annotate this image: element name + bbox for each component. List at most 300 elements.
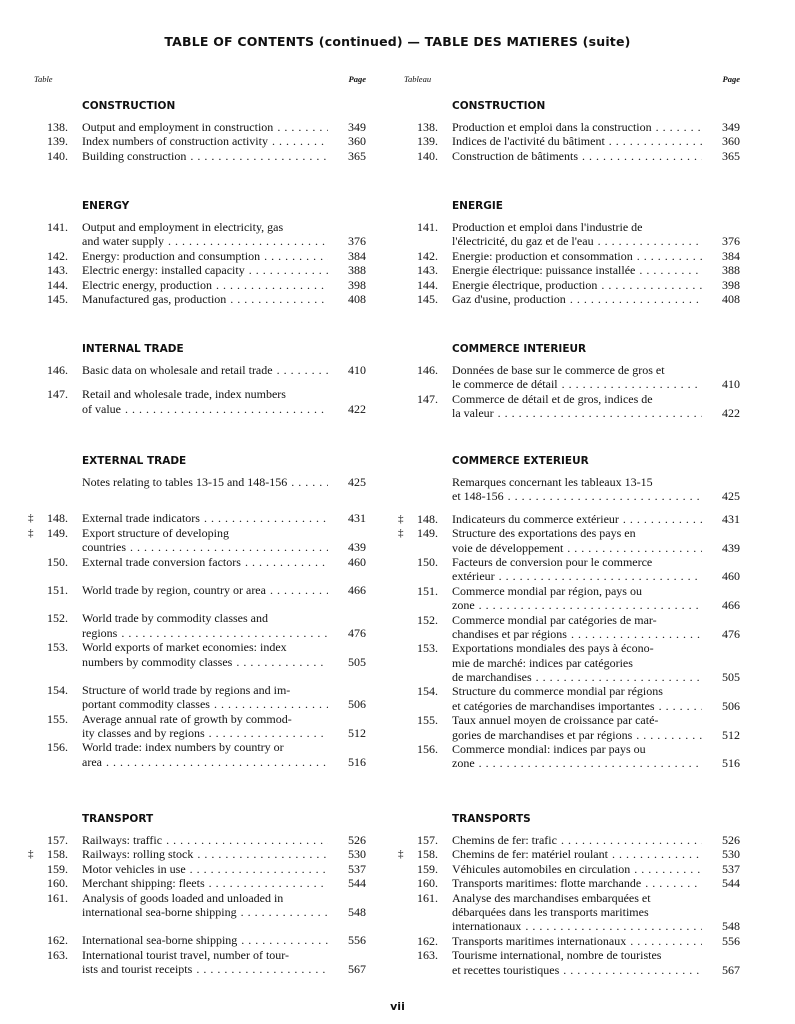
entry-title — [452, 149, 706, 163]
entry-title-line: World trade: index numbers by country or — [82, 740, 284, 755]
page-reference: 360 — [722, 134, 740, 149]
toc-entry — [34, 948, 366, 977]
entry-title-line: Production et emploi dans la construction — [452, 120, 652, 134]
entry-title-line: et recettes touristiques — [452, 962, 560, 977]
dot-leader — [216, 278, 328, 292]
toc-section — [404, 100, 740, 163]
toc-entry — [34, 263, 366, 277]
entry-title-line: Commerce mondial par région, pays ou — [452, 583, 642, 598]
entry-title — [452, 263, 706, 277]
table-number: 158. — [417, 847, 438, 862]
entry-title — [82, 712, 332, 741]
table-number: 153. — [47, 640, 68, 655]
toc-entry — [34, 475, 366, 489]
entry-title-line: chandises et par régions — [452, 626, 567, 641]
dot-leader — [236, 655, 328, 669]
column-header — [404, 74, 740, 84]
page-reference: 544 — [348, 876, 366, 891]
table-number: 154. — [417, 684, 438, 699]
entry-title-line: voie de développement — [452, 540, 564, 555]
entry-title-line: Index numbers of construction activity — [82, 134, 268, 149]
toc-section — [34, 100, 366, 163]
table-number: 146. — [417, 363, 438, 377]
entry-title-line: Energie électrique, production — [452, 277, 598, 292]
toc-entry — [404, 584, 740, 613]
entry-title — [452, 641, 706, 684]
entry-title-line: Commerce de détail et de gros, indices de — [452, 391, 653, 406]
dot-leader — [637, 249, 702, 263]
dot-leader — [479, 598, 702, 612]
entry-title-line: External trade conversion factors — [82, 554, 241, 569]
page-reference: 384 — [348, 248, 366, 263]
page-reference: 422 — [722, 406, 740, 421]
entry-title — [82, 149, 332, 163]
dot-leader — [525, 919, 702, 933]
entry-title-line: Manufactured gas, production — [82, 291, 227, 306]
dot-leader — [645, 876, 702, 890]
entry-title-line: Railways: traffic — [82, 833, 163, 847]
toc-entry — [404, 613, 740, 642]
dot-leader — [204, 511, 328, 525]
toc-entry — [404, 475, 740, 504]
entry-title-line: le commerce de détail — [452, 377, 558, 392]
toc-section — [28, 813, 366, 977]
toc-section — [28, 455, 366, 769]
toc-entry — [28, 511, 366, 526]
table-number: 157. — [47, 833, 68, 847]
entry-title — [82, 933, 332, 947]
entry-title — [82, 876, 332, 890]
entry-title — [82, 683, 332, 712]
dot-leader — [106, 755, 328, 769]
section-heading: TRANSPORT — [82, 813, 154, 825]
dot-leader — [639, 263, 702, 277]
entry-title-line: l'électricité, du gaz et de l'eau — [452, 234, 594, 249]
toc-entry — [398, 511, 740, 526]
entry-title — [452, 713, 706, 742]
entry-title — [82, 134, 332, 148]
entry-title — [452, 292, 706, 306]
table-number: 138. — [47, 120, 68, 134]
table-number: 146. — [47, 363, 68, 377]
toc-entry — [404, 713, 740, 742]
table-number: 149. — [47, 525, 68, 540]
entry-title-line: Average annual rate of growth by commod- — [82, 711, 292, 726]
table-column-label: Table — [34, 74, 53, 84]
page-reference: 505 — [348, 654, 366, 669]
entry-title-line: Taux annuel moyen de croissance par caté- — [452, 713, 659, 728]
entry-title — [452, 934, 706, 948]
entry-title — [82, 249, 332, 263]
toc-entry — [34, 134, 366, 148]
page-reference: 376 — [348, 234, 366, 249]
table-number: 139. — [47, 134, 68, 149]
page-reference: 410 — [348, 362, 366, 377]
toc-section — [404, 343, 740, 421]
page-reference: 476 — [348, 625, 366, 640]
entry-title-line: portant commodity classes — [82, 697, 210, 712]
entry-title-line: Indicateurs du commerce extérieur — [452, 511, 619, 526]
toc-entry — [404, 278, 740, 292]
dot-leader — [656, 120, 702, 134]
toc-entry — [404, 862, 740, 876]
table-number: 162. — [417, 933, 438, 948]
toc-entry — [34, 292, 366, 306]
toc-entry — [34, 891, 366, 920]
entry-title-line: and water supply — [82, 234, 164, 249]
entry-title — [82, 833, 332, 847]
page-reference: 360 — [348, 134, 366, 149]
table-number: 160. — [417, 876, 438, 891]
toc-entry — [34, 933, 366, 947]
table-number: 150. — [417, 554, 438, 569]
toc-entry — [404, 555, 740, 584]
table-number: 151. — [47, 582, 68, 597]
table-number: 142. — [47, 248, 68, 263]
page-reference: 398 — [722, 277, 740, 292]
page-reference: 388 — [722, 263, 740, 278]
table-number: 143. — [417, 263, 438, 278]
toc-entry — [34, 249, 366, 263]
entry-title-line: Electric energy: installed capacity — [82, 263, 245, 278]
entry-title — [82, 862, 332, 876]
entry-title-line: Production et emploi dans l'industrie de — [452, 220, 643, 234]
dot-leader — [277, 363, 328, 377]
toc-entry — [404, 134, 740, 148]
entry-title-line: internationaux — [452, 919, 522, 934]
footnote-mark: ‡ — [28, 848, 34, 861]
entry-title — [452, 684, 706, 713]
entry-title-line: Notes relating to tables 13-15 and 148-156 — [82, 475, 288, 489]
table-number: 147. — [417, 391, 438, 406]
entry-title-line: Analyse des marchandises embarquées et — [452, 890, 651, 905]
entry-title — [452, 584, 706, 613]
page-title: TABLE OF CONTENTS (continued) — TABLE DES MATIERES (suite) — [164, 34, 631, 49]
table-number: 158. — [47, 847, 68, 862]
entry-title-line: zone — [452, 598, 475, 613]
table-number: 160. — [47, 876, 68, 891]
entry-title — [452, 891, 706, 934]
dot-leader — [277, 120, 328, 134]
entry-title — [452, 862, 706, 876]
entry-title-line: area — [82, 754, 102, 769]
page-reference: 376 — [722, 234, 740, 249]
dot-leader — [561, 833, 702, 847]
page-reference: 537 — [722, 861, 740, 876]
page-reference: 567 — [348, 962, 366, 977]
entry-title — [82, 555, 332, 569]
table-number: 150. — [47, 554, 68, 569]
dot-leader — [209, 726, 328, 740]
toc-entry — [404, 948, 740, 977]
entry-title-line: Output and employment in electricity, gas — [82, 220, 284, 234]
page-reference: 506 — [722, 698, 740, 713]
footnote-mark: ‡ — [398, 848, 404, 861]
page-reference: 365 — [348, 148, 366, 163]
entry-title — [452, 120, 706, 134]
page-reference: 431 — [722, 511, 740, 526]
entry-title-line: Railways: rolling stock — [82, 847, 194, 862]
entry-title — [452, 876, 706, 890]
entry-title-line: numbers by commodity classes — [82, 654, 233, 669]
page-reference: 466 — [722, 598, 740, 613]
entry-title-line: Structure of world trade by regions and im- — [82, 682, 291, 697]
page-reference: 425 — [348, 474, 366, 489]
table-number: 151. — [417, 583, 438, 598]
page-reference: 460 — [722, 569, 740, 584]
page-reference: 466 — [348, 582, 366, 597]
page-reference: 476 — [722, 626, 740, 641]
toc-entry — [34, 740, 366, 769]
table-number: 159. — [47, 861, 68, 876]
entry-title-line: Motor vehicles in use — [82, 861, 186, 876]
toc-entry — [404, 742, 740, 771]
toc-entry — [404, 149, 740, 163]
entry-title-line: Energie: production et consommation — [452, 248, 633, 263]
table-number: 145. — [47, 291, 68, 306]
footnote-mark: ‡ — [398, 512, 404, 525]
entry-title — [82, 511, 332, 525]
toc-entry — [28, 847, 366, 862]
toc-entry — [404, 833, 740, 847]
toc-entry — [404, 876, 740, 890]
dot-leader — [168, 234, 328, 248]
dot-leader — [612, 847, 702, 861]
column-header — [34, 74, 366, 84]
entry-title-line: World trade by region, country or area — [82, 582, 266, 597]
table-number: 156. — [47, 740, 68, 755]
toc-entry — [28, 525, 366, 555]
dot-leader — [536, 670, 702, 684]
page-reference: 410 — [722, 377, 740, 392]
entry-title — [452, 134, 706, 148]
entry-title-line: Basic data on wholesale and retail trade — [82, 363, 273, 377]
toc-entry — [34, 611, 366, 640]
entry-title — [82, 583, 332, 597]
toc-entry — [34, 387, 366, 416]
footnote-mark: ‡ — [398, 527, 404, 540]
toc-entry — [404, 684, 740, 713]
page-reference: 516 — [722, 756, 740, 771]
dot-leader — [264, 249, 328, 263]
entry-title — [452, 512, 706, 526]
toc-entry — [34, 278, 366, 292]
right-column-french — [398, 0, 740, 1024]
dot-leader — [245, 555, 328, 569]
toc-section — [398, 813, 740, 977]
toc-entry — [404, 220, 740, 249]
entry-title — [82, 847, 332, 861]
entry-title — [452, 613, 706, 642]
entry-title-line: External trade indicators — [82, 511, 200, 526]
entry-title-line: Données de base sur le commerce de gros et — [452, 363, 665, 377]
entry-title — [82, 475, 332, 489]
toc-entry — [404, 392, 740, 421]
page-reference: 384 — [722, 248, 740, 263]
entry-title-line: mie de marché: indices par catégories — [452, 655, 633, 670]
dot-leader — [636, 728, 702, 742]
toc-entry — [34, 640, 366, 669]
dot-leader — [209, 876, 328, 890]
table-number: 152. — [47, 611, 68, 626]
table-number: 155. — [417, 713, 438, 728]
section-heading: COMMERCE INTERIEUR — [452, 343, 587, 355]
entry-title-line: Chemins de fer: trafic — [452, 833, 557, 847]
entry-title-line: Gaz d'usine, production — [452, 291, 566, 306]
dot-leader — [230, 292, 328, 306]
table-number: 143. — [47, 263, 68, 278]
dot-leader — [130, 540, 328, 554]
table-number: 148. — [47, 511, 68, 526]
page-column-label: Page — [722, 74, 740, 84]
entry-title-line: Chemins de fer: matériel roulant — [452, 847, 608, 862]
page-reference: 537 — [348, 861, 366, 876]
dot-leader — [166, 833, 328, 847]
entry-title-line: World exports of market economies: index — [82, 640, 287, 655]
dot-leader — [197, 847, 328, 861]
page-column-label: Page — [348, 74, 366, 84]
dot-leader — [659, 699, 702, 713]
entry-title-line: countries — [82, 540, 126, 555]
toc-entry — [34, 712, 366, 741]
toc-entry — [404, 120, 740, 134]
dot-leader — [601, 278, 702, 292]
section-heading: TRANSPORTS — [452, 813, 531, 825]
section-heading: CONSTRUCTION — [82, 100, 176, 112]
dot-leader — [272, 134, 328, 148]
page-reference: 398 — [348, 277, 366, 292]
page-reference: 516 — [348, 754, 366, 769]
dot-leader — [249, 263, 328, 277]
table-number: 163. — [47, 947, 68, 962]
toc-entry — [34, 220, 366, 249]
table-number: 138. — [417, 120, 438, 134]
entry-title-line: Merchant shipping: fleets — [82, 876, 205, 891]
toc-entry — [404, 934, 740, 948]
page-reference: 548 — [722, 919, 740, 934]
page-reference: 388 — [348, 263, 366, 278]
dot-leader — [498, 406, 702, 420]
entry-title-line: ists and tourist receipts — [82, 962, 193, 977]
section-heading: ENERGIE — [452, 200, 503, 212]
page-reference: 408 — [348, 291, 366, 306]
dot-leader — [190, 862, 328, 876]
entry-title-line: International sea-borne shipping — [82, 933, 238, 948]
entry-title-line: gories de marchandises et par régions — [452, 727, 633, 742]
toc-section — [34, 343, 366, 416]
dot-leader — [121, 626, 328, 640]
dot-leader — [214, 697, 328, 711]
entry-title-line: débarquées dans les transports maritimes — [452, 904, 649, 919]
table-number: 163. — [417, 948, 438, 963]
dot-leader — [634, 862, 702, 876]
toc-entry — [34, 862, 366, 876]
table-number: 149. — [417, 526, 438, 541]
entry-title-line: Output and employment in construction — [82, 120, 274, 134]
table-number: 145. — [417, 291, 438, 306]
page-reference: 408 — [722, 291, 740, 306]
entry-title — [452, 833, 706, 847]
page-reference: 425 — [722, 489, 740, 504]
table-number: 152. — [417, 612, 438, 627]
table-number: 155. — [47, 711, 68, 726]
footnote-mark: ‡ — [28, 512, 34, 525]
section-heading: CONSTRUCTION — [452, 100, 546, 112]
entry-title-line: Commerce mondial: indices par pays ou — [452, 742, 646, 757]
page-reference: 422 — [348, 401, 366, 416]
dot-leader — [291, 475, 328, 489]
entry-title-line: Facteurs de conversion pour le commerce — [452, 554, 653, 569]
table-number: 142. — [417, 248, 438, 263]
entry-title — [82, 948, 332, 977]
entry-title — [452, 948, 706, 977]
table-number: 156. — [417, 742, 438, 757]
page-reference: 439 — [348, 540, 366, 555]
entry-title — [82, 120, 332, 134]
table-column-label: Tableau — [404, 74, 432, 84]
table-number: 141. — [47, 220, 68, 234]
entry-title — [452, 220, 706, 249]
dot-leader — [190, 149, 328, 163]
entry-title-line: Transports maritimes: flotte marchande — [452, 876, 642, 891]
entry-title — [452, 392, 706, 421]
entry-title-line: Remarques concernant les tableaux 13-15 — [452, 475, 653, 489]
dot-leader — [241, 905, 328, 919]
table-number: 157. — [417, 833, 438, 847]
table-number: 144. — [417, 277, 438, 292]
table-number: 139. — [417, 134, 438, 149]
dot-leader — [508, 489, 702, 503]
entry-title — [82, 526, 332, 555]
entry-title-line: de marchandises — [452, 670, 532, 685]
entry-title — [82, 363, 332, 377]
page-number: vii — [390, 1000, 405, 1013]
page-reference: 349 — [722, 119, 740, 134]
entry-title — [82, 640, 332, 669]
toc-entry — [34, 149, 366, 163]
page-reference: 567 — [722, 962, 740, 977]
dot-leader — [125, 402, 328, 416]
table-number: 162. — [47, 933, 68, 948]
entry-title-line: Energie électrique: puissance installée — [452, 263, 636, 278]
dot-leader — [582, 149, 702, 163]
dot-leader — [270, 583, 328, 597]
section-heading: EXTERNAL TRADE — [82, 455, 187, 467]
page-reference: 512 — [348, 726, 366, 741]
entry-title — [452, 363, 706, 392]
entry-title — [452, 847, 706, 861]
page-reference: 431 — [348, 511, 366, 526]
entry-title-line: Export structure of developing — [82, 525, 229, 540]
entry-title-line: Exportations mondiales des pays à écono- — [452, 641, 654, 656]
table-number: 141. — [417, 220, 438, 234]
dot-leader — [567, 541, 702, 555]
toc-entry — [404, 891, 740, 934]
toc-entry — [404, 641, 740, 684]
page-reference: 548 — [348, 904, 366, 919]
page-reference: 530 — [348, 847, 366, 862]
table-number: 140. — [417, 148, 438, 163]
dot-leader — [562, 377, 702, 391]
page-reference: 544 — [722, 876, 740, 891]
entry-title-line: Structure du commerce mondial par régions — [452, 684, 663, 699]
entry-title-line: et catégories de marchandises importantes — [452, 698, 655, 713]
entry-title — [452, 475, 706, 504]
page-reference: 506 — [348, 697, 366, 712]
toc-entry — [34, 583, 366, 597]
entry-title-line: ity classes and by regions — [82, 726, 205, 741]
page-reference: 505 — [722, 670, 740, 685]
